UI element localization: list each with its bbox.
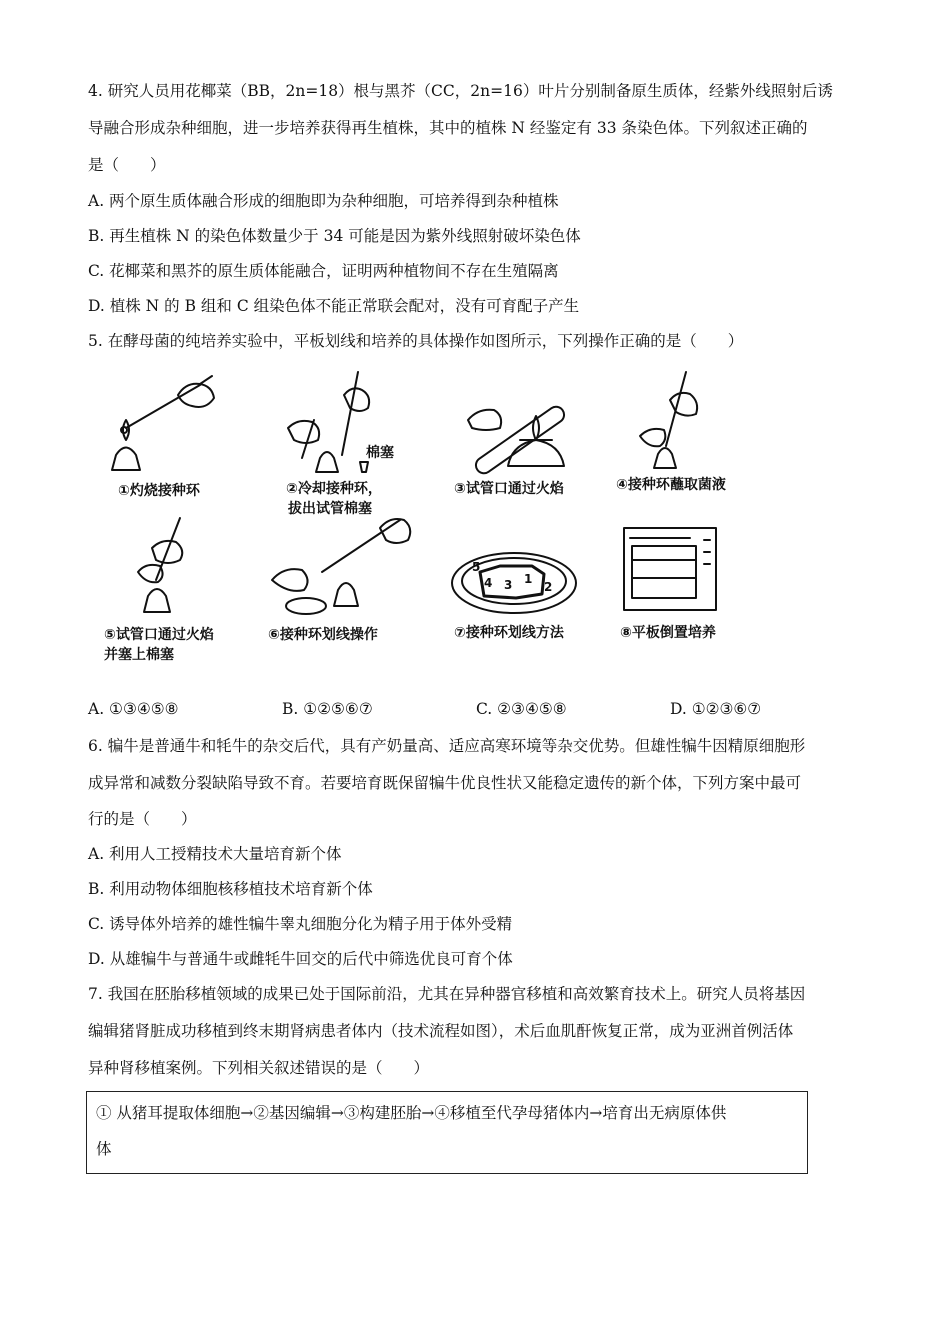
q6-option-b: B. 利用动物体细胞核移植技术培育新个体 <box>88 880 373 898</box>
step-5-caption-line-2: 并塞上棉塞 <box>104 647 174 663</box>
q4-option-d: D. 植株 N 的 B 组和 C 组染色体不能正常联会配对，没有可育配子产生 <box>88 297 580 315</box>
q4-option-c: C. 花椰菜和黑芥的原生质体能融合，证明两种植物间不存在生殖隔离 <box>88 262 559 280</box>
cotton-plug-label: 棉塞 <box>366 445 394 461</box>
q7-stem-line-3: 异种肾移植案例。下列相关叙述错误的是（ ） <box>88 1059 430 1077</box>
q7-flow-line-1: ① 从猪耳提取体细胞→②基因编辑→③构建胚胎→④移植至代孕母猪体内→培育出无病原体供 <box>96 1104 727 1122</box>
q4-stem-line-2: 导融合形成杂种细胞，进一步培养获得再生植株，其中的植株 N 经鉴定有 33 条染色体。下列叙述正确的 <box>88 119 808 137</box>
q7-flow-line-2: 体 <box>96 1140 112 1158</box>
q6-stem-line-2: 成异常和减数分裂缺陷导致不育。若要培育既保留犏牛优良性状又能稳定遗传的新个体，下列方案中最可 <box>88 774 802 792</box>
q6-option-c: C. 诱导体外培养的雄性犏牛睾丸细胞分化为精子用于体外受精 <box>88 915 513 933</box>
step-5-caption-line-1: ⑤试管口通过火焰 <box>104 627 214 643</box>
step-7-caption: ⑦接种环划线方法 <box>454 625 564 641</box>
step-6-caption: ⑥接种环划线操作 <box>268 627 378 643</box>
q5-option-b: B. ①②⑤⑥⑦ <box>282 700 373 718</box>
q5-option-c: C. ②③④⑤⑧ <box>476 700 567 718</box>
zone-label-5: 5 <box>472 560 481 574</box>
q4-option-b: B. 再生植株 N 的染色体数量少于 34 可能是因为紫外线照射破坏染色体 <box>88 227 581 245</box>
zone-label-1: 1 <box>524 572 533 586</box>
zone-label-2: 2 <box>544 580 553 594</box>
step-2-caption-line-2: 拔出试管棉塞 <box>288 501 372 517</box>
zone-label-3: 3 <box>504 578 513 592</box>
step-3-caption: ③试管口通过火焰 <box>454 481 564 497</box>
q6-option-a: A. 利用人工授精技术大量培育新个体 <box>88 845 342 863</box>
q6-option-d: D. 从雄犏牛与普通牛或雌牦牛回交的后代中筛选优良可育个体 <box>88 950 513 968</box>
zone-label-4: 4 <box>484 576 493 590</box>
step-1-caption: ①灼烧接种环 <box>118 483 200 499</box>
q4-stem-line-1: 4. 研究人员用花椰菜（BB，2n=18）根与黑芥（CC，2n=16）叶片分别制备原生质体，经紫外线照射后诱 <box>88 82 833 100</box>
q4-option-a: A. 两个原生质体融合形成的细胞即为杂种细胞，可培养得到杂种植株 <box>88 192 559 210</box>
q5-stem: 5. 在酵母菌的纯培养实验中，平板划线和培养的具体操作如图所示，下列操作正确的是（ ） <box>88 332 744 350</box>
q7-stem-line-2: 编辑猪肾脏成功移植到终末期肾病患者体内（技术流程如图），术后血肌酐恢复正常，成为亚洲首例活体 <box>88 1022 794 1040</box>
q7-flow-box <box>86 1091 808 1174</box>
q5-option-d: D. ①②③⑥⑦ <box>670 700 762 718</box>
step-8-caption: ⑧平板倒置培养 <box>620 625 716 641</box>
q4-stem-line-3: 是（ ） <box>88 156 166 174</box>
q5-option-a: A. ①③④⑤⑧ <box>88 700 179 718</box>
q6-stem-line-3: 行的是（ ） <box>88 810 197 828</box>
step-4-caption: ④接种环蘸取菌液 <box>616 477 726 493</box>
step-2-caption-line-1: ②冷却接种环， <box>286 481 382 497</box>
q7-stem-line-1: 7. 我国在胚胎移植领域的成果已处于国际前沿，尤其在异种器官移植和高效繁育技术上。研究人员将基因 <box>88 985 806 1003</box>
q6-stem-line-1: 6. 犏牛是普通牛和牦牛的杂交后代，具有产奶量高、适应高寒环境等杂交优势。但雄性犏牛因精原细胞形 <box>88 737 806 755</box>
